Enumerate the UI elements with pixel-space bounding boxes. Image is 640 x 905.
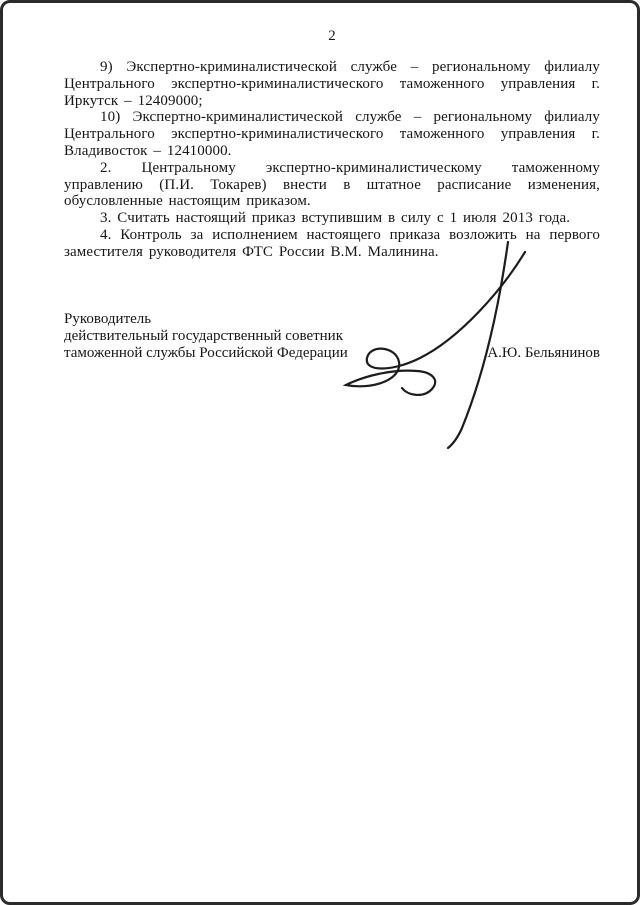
signer-position-line-3: таможенной службы Российской Федерации: [64, 344, 348, 361]
signer-position-line-1: Руководитель: [64, 310, 152, 327]
signer-position: [64, 311, 348, 362]
signer-name: А.Ю. Бельянинов: [487, 344, 600, 361]
paragraph-item-2: 2. Центральному экспертно-криминалистическому таможенному управлению (П.И. Токарев) внести в штатное расписание изменения, обусловленные настоящим приказом.: [64, 159, 600, 210]
paragraph-item-4: 4. Контроль за исполнением настоящего приказа возложить на первого заместителя руководителя ФТС России В.М. Малинина.: [64, 226, 600, 260]
signer-position-line-2: действительный государственный советник: [64, 327, 344, 344]
document-page: [64, 28, 600, 362]
paragraph-item-10: 10) Экспертно-криминалистической службе – региональному филиалу Центрального экспертно-криминалистического таможенного управления г. Владивосток – 12410000.: [64, 109, 600, 159]
paragraph-item-3: 3. Считать настоящий приказ вступившим в силу с 1 июля 2013 года.: [100, 210, 571, 227]
paragraph-item-9: 9) Экспертно-криминалистической службе – региональному филиалу Центрального экспертно-криминалистического таможенного управления г. Иркутск – 12409000;: [64, 59, 600, 109]
page-number: 2: [328, 28, 336, 44]
signature-block: [64, 311, 600, 362]
